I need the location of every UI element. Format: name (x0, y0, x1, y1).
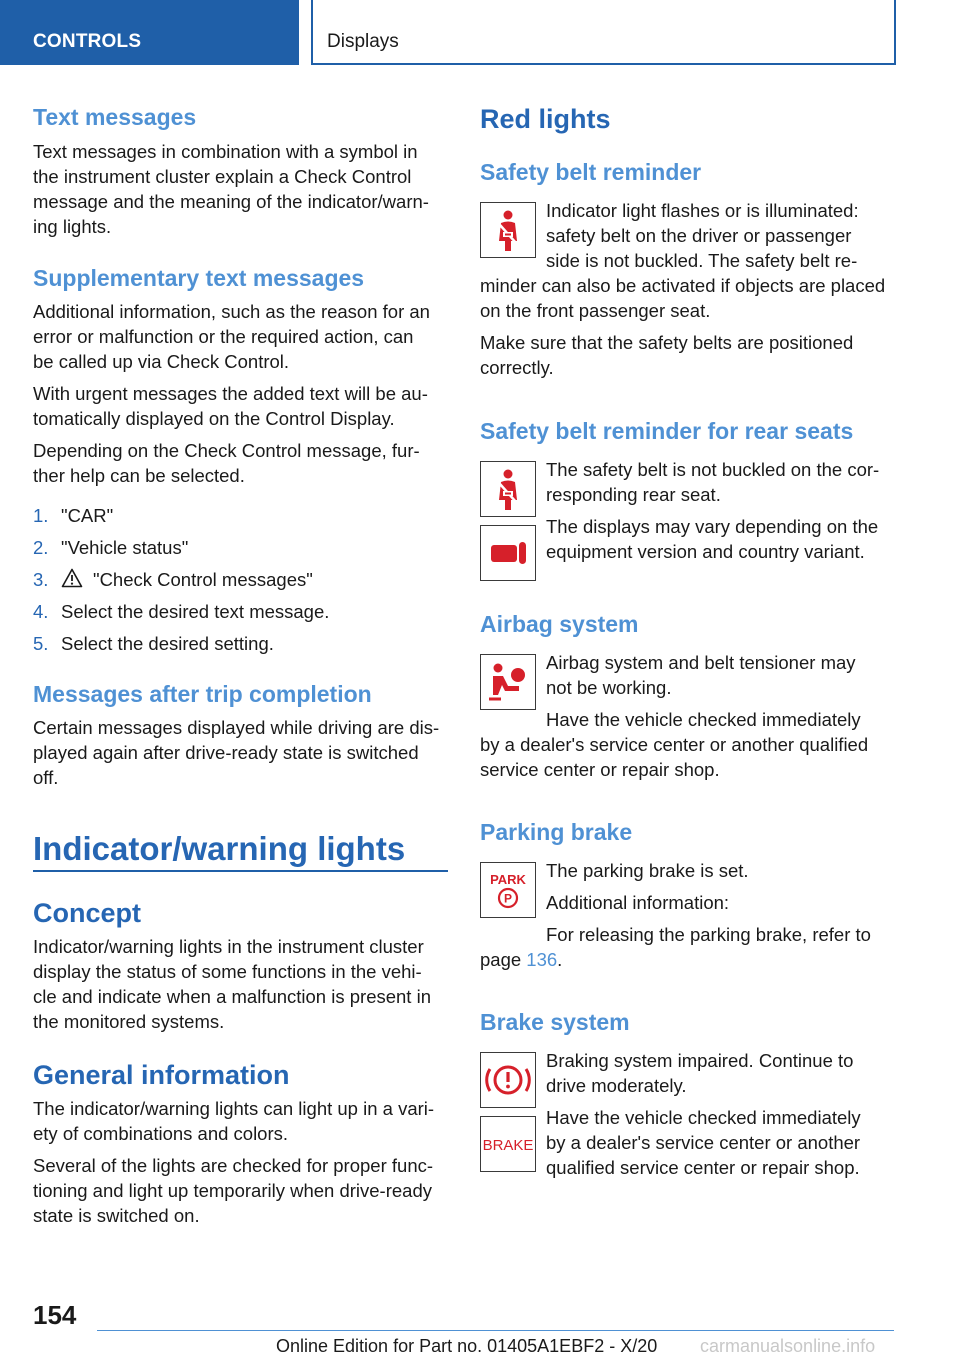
belt-line-1: Indicator light flashes or is illuminated: (546, 200, 859, 221)
brake-p2-line-2: by a dealer's service center or another (546, 1132, 861, 1153)
list-text: Select the desired setting. (61, 633, 274, 654)
general-info-heading: General information (33, 1060, 290, 1090)
list-item (33, 631, 448, 656)
supplementary-p2-line-2: tomatically displayed on the Control Display. (33, 408, 395, 429)
supplementary-p1-line-3: be called up via Check Control. (33, 351, 290, 372)
general-p2-line-3: state is switched on. (33, 1205, 200, 1226)
airbag-p2-line-3: service center or repair shop. (480, 759, 720, 780)
supplementary-p3-line-2: ther help can be selected. (33, 465, 245, 486)
text-messages-line-2: the instrument cluster explain a Check Control (33, 166, 412, 187)
text-messages-line-3: message and the meaning of the indicator/warn- (33, 191, 429, 212)
parking-brake-heading: Parking brake (480, 819, 633, 845)
parking-p2: Additional information: (546, 892, 730, 913)
section-tab: CONTROLS (0, 0, 299, 65)
footer-divider (97, 1330, 894, 1331)
airbag-p1-line-1: Airbag system and belt tensioner may (546, 652, 856, 673)
parking-brake-icon (480, 862, 536, 918)
brake-warning-icon (480, 1052, 536, 1108)
text-messages-line-4: ing lights. (33, 216, 112, 237)
list-text: "Vehicle status" (61, 537, 189, 558)
belt-rear-heading: Safety belt reminder for rear seats (480, 418, 854, 444)
after-trip-line-1: Certain messages displayed while driving are dis- (33, 717, 440, 738)
seatbelt-warning-icon (480, 202, 536, 258)
indicator-warning-title: Indicator/warning lights (33, 830, 406, 867)
after-trip-line-3: off. (33, 767, 59, 788)
page-ref-prefix: page (480, 949, 527, 970)
rear-seatbelt-warning-icon (480, 461, 536, 517)
page-link[interactable]: 136 (526, 949, 558, 970)
airbag-p2-line-1: Have the vehicle checked immediately (546, 709, 861, 730)
list-text: "CAR" (61, 505, 114, 526)
footer-edition: Online Edition for Part no. 01405A1EBF2 - X/20 (276, 1336, 658, 1356)
airbag-warning-icon (480, 654, 536, 710)
concept-line-2: display the status of some functions in the vehi- (33, 961, 422, 982)
warning-triangle-icon (61, 567, 83, 592)
section-divider (33, 870, 448, 872)
supplementary-p3-line-1: Depending on the Check Control message, fur- (33, 440, 420, 461)
concept-heading: Concept (33, 898, 141, 928)
page-number: 154 (33, 1300, 77, 1330)
belt-line-4: minder can also be activated if objects are placed (480, 275, 886, 296)
svg-text:P: P (503, 891, 513, 906)
list-text: "Check Control messages" (93, 569, 313, 590)
list-item (33, 567, 448, 592)
svg-text:PARK: PARK (490, 872, 526, 887)
brake-p2-line-1: Have the vehicle checked immediately (546, 1107, 861, 1128)
page-ref-suffix: . (557, 949, 563, 970)
belt-rear-p1-line-2: responding rear seat. (546, 484, 721, 505)
list-text: Select the desired text message. (61, 601, 330, 622)
airbag-p1-line-2: not be working. (546, 677, 672, 698)
airbag-p2-line-2: by a dealer's service center or another qualified (480, 734, 869, 755)
list-item (33, 535, 448, 560)
after-trip-heading: Messages after trip completion (33, 681, 372, 707)
brake-p1-line-2: drive moderately. (546, 1075, 687, 1096)
general-p2-line-1: Several of the lights are checked for proper func- (33, 1155, 434, 1176)
general-p2-line-2: tioning and light up temporarily when drive-ready (33, 1180, 432, 1201)
belt-line-5: on the front passenger seat. (480, 300, 711, 321)
brake-p2-line-3: qualified service center or repair shop. (546, 1157, 860, 1178)
supplementary-heading: Supplementary text messages (33, 265, 365, 291)
concept-line-4: the monitored systems. (33, 1011, 225, 1032)
list-number: 1. (33, 505, 49, 526)
supplementary-p1-line-2: error or malfunction or the required action, can (33, 326, 414, 347)
watermark: carmanualsonline.info (700, 1336, 876, 1356)
list-number: 4. (33, 601, 49, 622)
red-lights-heading: Red lights (480, 104, 611, 134)
parking-p1: The parking brake is set. (546, 860, 749, 881)
list-item (33, 503, 448, 528)
after-trip-line-2: played again after drive-ready state is switched (33, 742, 419, 763)
general-p1-line-2: ety of combinations and colors. (33, 1123, 289, 1144)
parking-p3: For releasing the parking brake, refer to (546, 924, 871, 945)
brake-system-heading: Brake system (480, 1009, 630, 1035)
concept-line-1: Indicator/warning lights in the instrument cluster (33, 936, 424, 957)
list-number: 3. (33, 569, 49, 590)
belt-line-2: safety belt on the driver or passenger (546, 225, 852, 246)
list-number: 5. (33, 633, 49, 654)
belt-rear-p1-line-1: The safety belt is not buckled on the cor- (546, 459, 880, 480)
belt-rear-p2-line-1: The displays may vary depending on the (546, 516, 879, 537)
supplementary-p1-line-1: Additional information, such as the reason for an (33, 301, 430, 322)
text-messages-heading: Text messages (33, 104, 197, 130)
list-number: 2. (33, 537, 49, 558)
supplementary-p2-line-1: With urgent messages the added text will be au- (33, 383, 428, 404)
list-item (33, 599, 448, 624)
belt-line-3: side is not buckled. The safety belt re- (546, 250, 858, 271)
belt-p2-line-1: Make sure that the safety belts are positioned (480, 332, 854, 353)
brake-p1-line-1: Braking system impaired. Continue to (546, 1050, 854, 1071)
brake-text-icon (480, 1116, 536, 1172)
rear-seat-indicator-icon (480, 525, 536, 581)
svg-text:BRAKE: BRAKE (482, 1137, 534, 1154)
chapter-title: Displays (311, 0, 896, 65)
parking-p4 (480, 947, 562, 972)
concept-line-3: cle and indicate when a malfunction is present in (33, 986, 431, 1007)
belt-p2-line-2: correctly. (480, 357, 554, 378)
belt-rear-p2-line-2: equipment version and country variant. (546, 541, 865, 562)
general-p1-line-1: The indicator/warning lights can light up in a vari- (33, 1098, 435, 1119)
text-messages-line-1: Text messages in combination with a symbol in (33, 141, 418, 162)
belt-reminder-heading: Safety belt reminder (480, 159, 702, 185)
airbag-heading: Airbag system (480, 611, 639, 637)
